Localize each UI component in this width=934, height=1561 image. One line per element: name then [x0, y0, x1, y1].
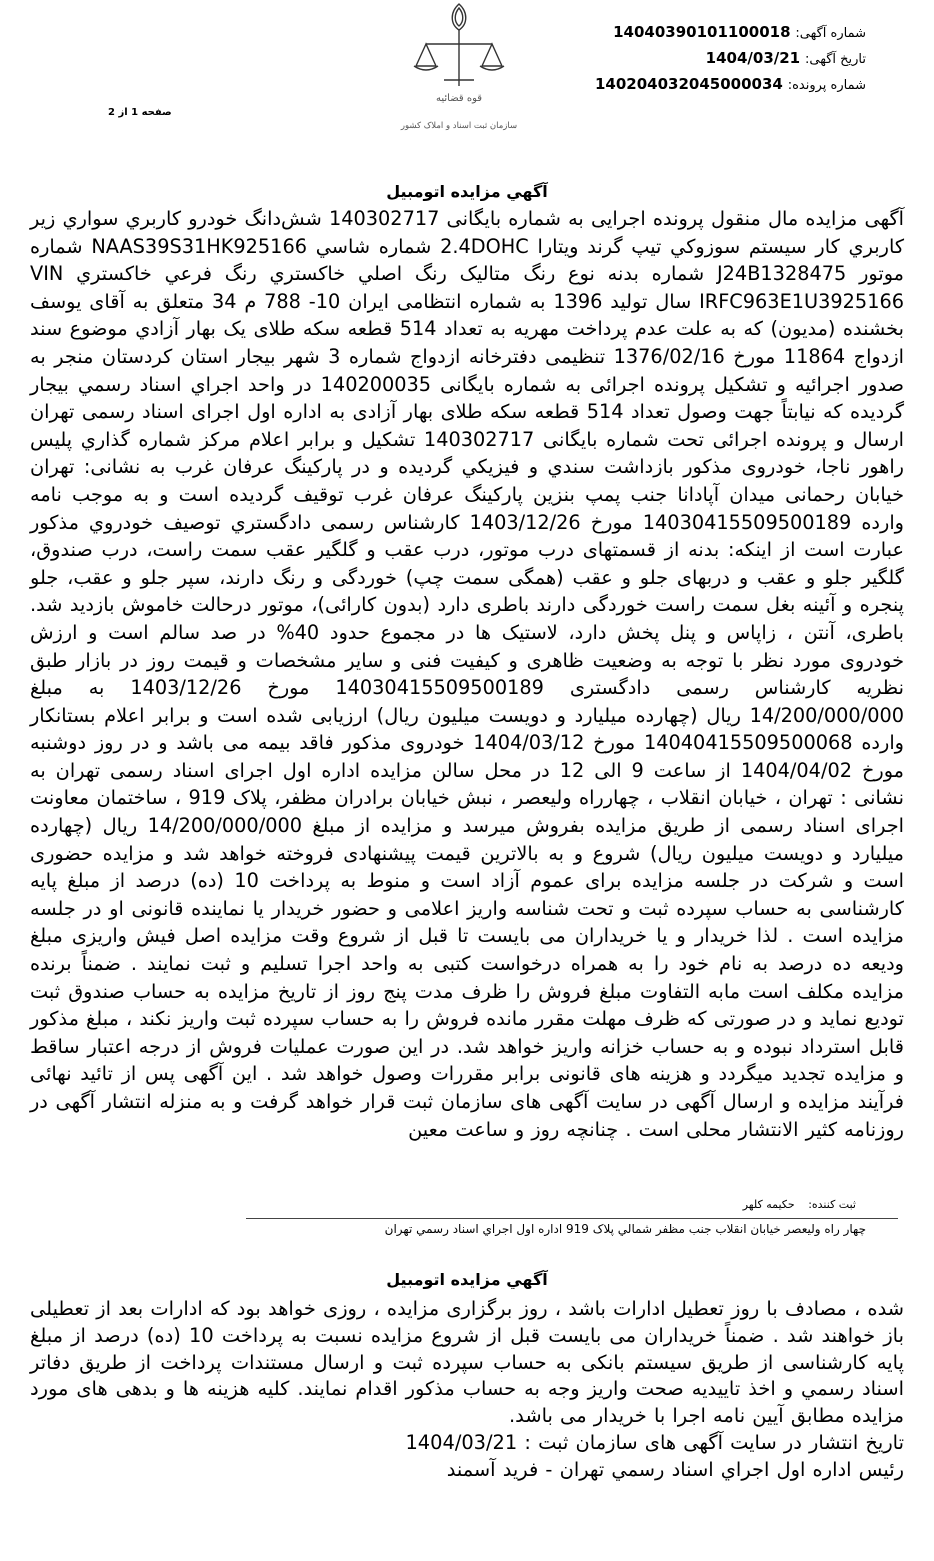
notice-title-continued: آگهي مزايده اتومبيل: [386, 1270, 548, 1289]
signature-line: رئيس اداره اول اجراي اسناد رسمي تهران - فريد آسمند: [446, 1457, 904, 1481]
continuation-paragraph: شده ، مصادف با روز تعطيل ادارات باشد ، روز برگزاری مزايده ، روزی خواهد بود كه ادارات بعد از تعطيلی باز خواهند شد . ضمناً خريداران می بايست قبل از شروع مزايده نسبت به پرداخت 10 (ده) درصد از مبلغ پايه كارشناسی از طريق سيستم بانكی به حساب سپرده ثبت و ارسال مستندات پرداخت از طريق دفاتر اسناد رسمي و اخذ تاييديه صحت واريز وجه به حساب مذكور اقدام نمايند. كليه هزينه ها و بدهی های مورد مزايده مطابق آيين نامه اجرا با خريدار می باشد.: [30, 1297, 904, 1428]
office-address: چهار راه وليعصر خيابان انقلاب جنب مظفر شمالي پلاک 919 اداره اول اجراي اسناد رسمي تهران: [384, 1222, 866, 1236]
registrar-name: حكيمه كلهر: [742, 1198, 795, 1211]
notice-metadata: [595, 20, 866, 98]
page-counter: صفحه 1 از 2: [108, 107, 172, 118]
notice-date-row: [595, 46, 866, 72]
case-number-row: [595, 72, 866, 98]
notice-number-label: شماره آگهی:: [795, 26, 866, 41]
registrar-label: ثبت كننده:: [808, 1198, 856, 1211]
emblem-caption-1: قوه قضائیه: [435, 93, 483, 104]
notice-date-label: تاریخ آگهی:: [804, 52, 866, 67]
notice-continuation: [30, 1296, 904, 1484]
emblem-caption-2: سازمان ثبت اسناد و املاک کشور: [400, 121, 518, 131]
notice-title: آگهي مزايده اتومبيل: [386, 182, 548, 201]
judiciary-emblem-icon: [384, 0, 534, 150]
case-number: 140204032045000034: [594, 75, 783, 93]
case-number-label: شماره پرونده:: [787, 78, 866, 93]
divider: [246, 1218, 898, 1219]
notice-date: 1404/03/21: [705, 49, 801, 67]
notice-body-paragraph: آگهی مزایده مال منقول پرونده اجرایی به شماره بایگانی 140302717 شش‌دانگ خودرو كاربري سواري زير كاربري كار سيستم سوزوكي تيپ گرند ويتارا 2.4DOHC شماره شاسي NAAS39S31HK925166 شماره موتور J24B1328475 شماره بدنه نوع رنگ متاليک رنگ اصلي خاكستري رنگ فرعي خاكستري VIN IRFC963E1U3925166 سال توليد 1396 به شماره انتظامی ایران 10- 788 م 34 متعلق به آقای يوسف بخشنده (مديون) كه به علت عدم پرداخت مهريه به تعداد 514 قطعه سكه طلای يک بهار آزادي موضوع سند ازدواج 11864 مورخ 1376/02/16 تنظيمی دفترخانه ازدواج شماره 3 شهر بيجار استان كردستان منجر به صدور اجرائيه و تشكيل پرونده اجرائی به شماره بايگانی 140200035 در واحد اجراي اسناد رسمي بيجار گرديده كه نيابتاً جهت وصول تعداد 514 قطعه سكه طلای بهار آزادی به اداره اول اجرای اسناد رسمی تهران ارسال و پرونده اجرائی تحت شماره بايگانی 140302717 تشكيل و برابر اعلام مركز شماره گذاري پليس راهور ناجا، خودروی مذكور بازداشت سندي و فيزيكي گرديده و در پاركينگ عرفان غرب به نشانی: تهران خيابان رحمانی ميدان آپادانا جنب پمپ بنزين پاركينگ عرفان غرب توقيف گرديده است و به موجب نامه وارده 14030415509500189 مورخ 1403/12/26 كارشناس رسمی دادگستري توصيف خودروي مذكور عبارت است از اينكه: بدنه از قسمتهای درب موتور، درب عقب و گلگير عقب سمت راست، درب صندوق، گلگير جلو و عقب و دربهای جلو و عقب (همگی سمت چپ) خوردگی و رنگ دارند، سپر جلو و عقب، جلو پنجره و آئينه بغل سمت راست خوردگی دارند باطری دارد (بدون كارائی)، موتور درحالت خاموش بازديد شد. باطری، آنتن ، زاپاس و پنل پخش دارد، لاستيک ها در مجموع حدود 40% در صد سالم است و ارزش خودروی مورد نظر با توجه به وضعيت ظاهری و كيفيت فنی و ساير مشخصات و قيمت روز در بازار طبق نظريه كارشناس رسمی دادگستری 14030415509500189 مورخ 1403/12/26 به مبلغ 14/200/000/000 ريال (چهارده ميليارد و دويست ميليون ريال) ارزيابی شده است و برابر اعلام بستانكار وارده 14040415509500068 مورخ 1404/03/12 خودروی مذكور فاقد بيمه می باشد و در روز دوشنبه مورخ 1404/04/02 از ساعت 9 الی 12 در محل سالن مزايده اداره اول اجرای اسناد رسمی تهران به نشانی : تهران ، خيابان انقلاب ، چهارراه وليعصر ، نبش خيابان برادران مظفر، پلاک 919 ، ساختمان معاونت اجرای اسناد رسمی از طريق مزايده بفروش ميرسد و مزايده از مبلغ 14/200/000/000 ريال (چهارده ميليارد و دويست ميليون ريال) شروع و به بالاترين قيمت پيشنهادی فروخته خواهد شد و مزايده حضوری است و شركت در جلسه مزايده برای عموم آزاد است و منوط به پرداخت 10 (ده) درصد از مبلغ پايه كارشناسی به حساب سپرده ثبت و تحت شناسه واريز اعلامی و حضور خريدار يا نماينده قانونی او در جلسه مزايده است . لذا خريدار و يا خريداران می بايست تا قبل از شروع وقت مزايده اصل فيش واريزی مبلغ وديعه ده درصد به نام خود را به همراه درخواست كتبی به واحد اجرا تسليم و ثبت نمايند . ضمناً برنده مزايده مكلف است مابه التفاوت مبلغ فروش را ظرف مدت پنج روز از تاريخ مزايده به حساب صندوق ثبت توديع نمايد و در صورتی كه ظرف مهلت مقرر مانده فروش را به حساب سپرده ثبت واريز نكند ، مبلغ مذكور قابل استرداد نبوده و به حساب خزانه واريز خواهد شد. در اين صورت عمليات فروش از درجه اعتبار ساقط و مزايده تجديد ميگردد و هزينه های قانونی برابر مقررات وصول خواهد شد . اين آگهی پس از تائيد نهائی فرآيند مزايده و ارسال آگهی در سايت آگهی های سازمان ثبت قرار خواهد گرفت و به منزله انتشار آگهی در روزنامه كثير الانتشار محلی است . چنانچه روز و ساعت معين: [30, 207, 905, 1141]
notice-number: 14040390101100018: [613, 23, 791, 41]
publish-date-line: تاريخ انتشار در سايت آگهی های سازمان ثبت : 1404/03/21: [405, 1430, 904, 1454]
registrar: [743, 1198, 856, 1211]
notice-number-row: [595, 20, 866, 46]
